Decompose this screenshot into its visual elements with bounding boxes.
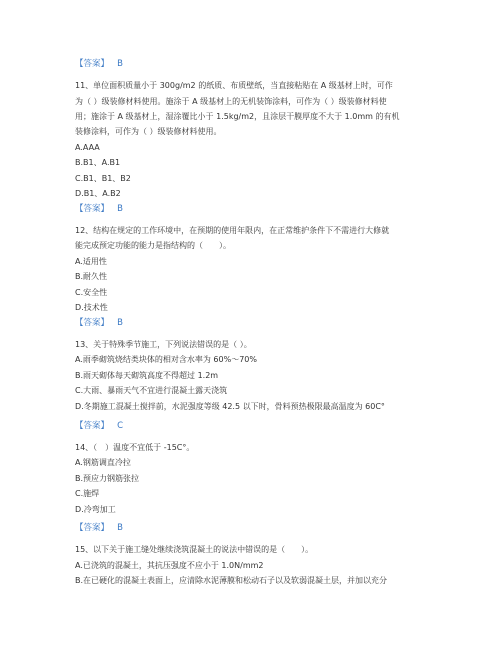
answer-value: C — [117, 421, 124, 431]
q14-option-d: D.冷弯加工 — [75, 505, 116, 514]
q11-option-c: C.B1、B1、B2 — [75, 174, 131, 183]
q11-stem-line-2: 为（ ）级装修材料使用。施涂于 A 级基材上的无机装饰涂料，可作为（ ）级装修材料使 — [75, 97, 387, 106]
q12-option-b: B.耐久性 — [75, 272, 108, 281]
q14-option-b: B.预应力钢筋张拉 — [75, 474, 140, 483]
answer-10 — [75, 57, 123, 69]
q14-option-a: A.钢筋调直冷拉 — [75, 458, 131, 467]
answer-13 — [75, 419, 123, 431]
q11-option-a: A.AAA — [75, 143, 100, 152]
answer-label: 【答案】 — [75, 421, 110, 431]
answer-14 — [75, 521, 123, 533]
q13-stem-line-1: 13、关于特殊季节施工，下列说法错误的是（ ）。 — [75, 340, 252, 349]
q12-option-a: A.适用性 — [75, 257, 107, 266]
answer-value: B — [117, 523, 123, 533]
q13-option-c: C.大雨、暴雨天气不宜进行混凝土露天浇筑 — [75, 386, 228, 395]
q15-stem-line-1: 15、以下关于施工缝处继续浇筑混凝土的说法中错误的是（ ）。 — [75, 545, 314, 554]
q14-option-c: C.施焊 — [75, 489, 100, 498]
answer-label: 【答案】 — [75, 318, 110, 328]
answer-12 — [75, 316, 123, 328]
q11-option-b: B.B1、A.B1 — [75, 158, 121, 167]
q11-stem-line-1: 11、单位面积质量小于 300g/m2 的纸质、布质壁纸，当直接粘贴在 A 级基材上时，可作 — [75, 81, 393, 90]
q11-stem-line-4: 装修涂料，可作为（ ）级装修材料使用。 — [75, 127, 222, 136]
q13-option-d: D.冬期施工混凝土搅拌前，水泥强度等级 42.5 以下时，骨料预热极限最高温度为 60C° — [75, 402, 385, 411]
answer-value: B — [117, 318, 123, 328]
answer-value: B — [117, 204, 123, 214]
answer-value: B — [117, 59, 123, 69]
answer-label: 【答案】 — [75, 59, 110, 69]
q14-stem-line-1: 14、（ ）温度不宜低于 -15C°。 — [75, 443, 195, 452]
answer-label: 【答案】 — [75, 204, 110, 214]
q12-stem-line-2: 能完成预定功能的能力是指结构的（ ）。 — [75, 241, 231, 250]
q13-option-b: B.雨天砌体每天砌筑高度不得超过 1.2m — [75, 371, 219, 380]
answer-11 — [75, 202, 123, 214]
q11-stem-line-3: 用；施涂于 A 级基材上，湿涂覆比小于 1.5kg/m2，且涂层干膜厚度不大于 1.0mm 的有机 — [75, 112, 400, 121]
answer-label: 【答案】 — [75, 523, 110, 533]
q13-option-a: A.雨季砌筑烧结类块体的相对含水率为 60%～70% — [75, 355, 257, 364]
q15-option-a: A.已浇筑的混凝土，其抗压强度不应小于 1.0N/mm2 — [75, 561, 264, 570]
q12-option-c: C.安全性 — [75, 288, 108, 297]
q12-stem-line-1: 12、结构在规定的工作环境中，在预期的使用年限内，在正常维护条件下不需进行大修就 — [75, 226, 390, 235]
q12-option-d: D.技术性 — [75, 303, 108, 312]
q15-option-b: B.在已硬化的混凝土表面上，应清除水泥薄膜和松动石子以及软弱混凝土层，并加以充分 — [75, 576, 388, 585]
q11-option-d: D.B1、A.B2 — [75, 189, 121, 198]
